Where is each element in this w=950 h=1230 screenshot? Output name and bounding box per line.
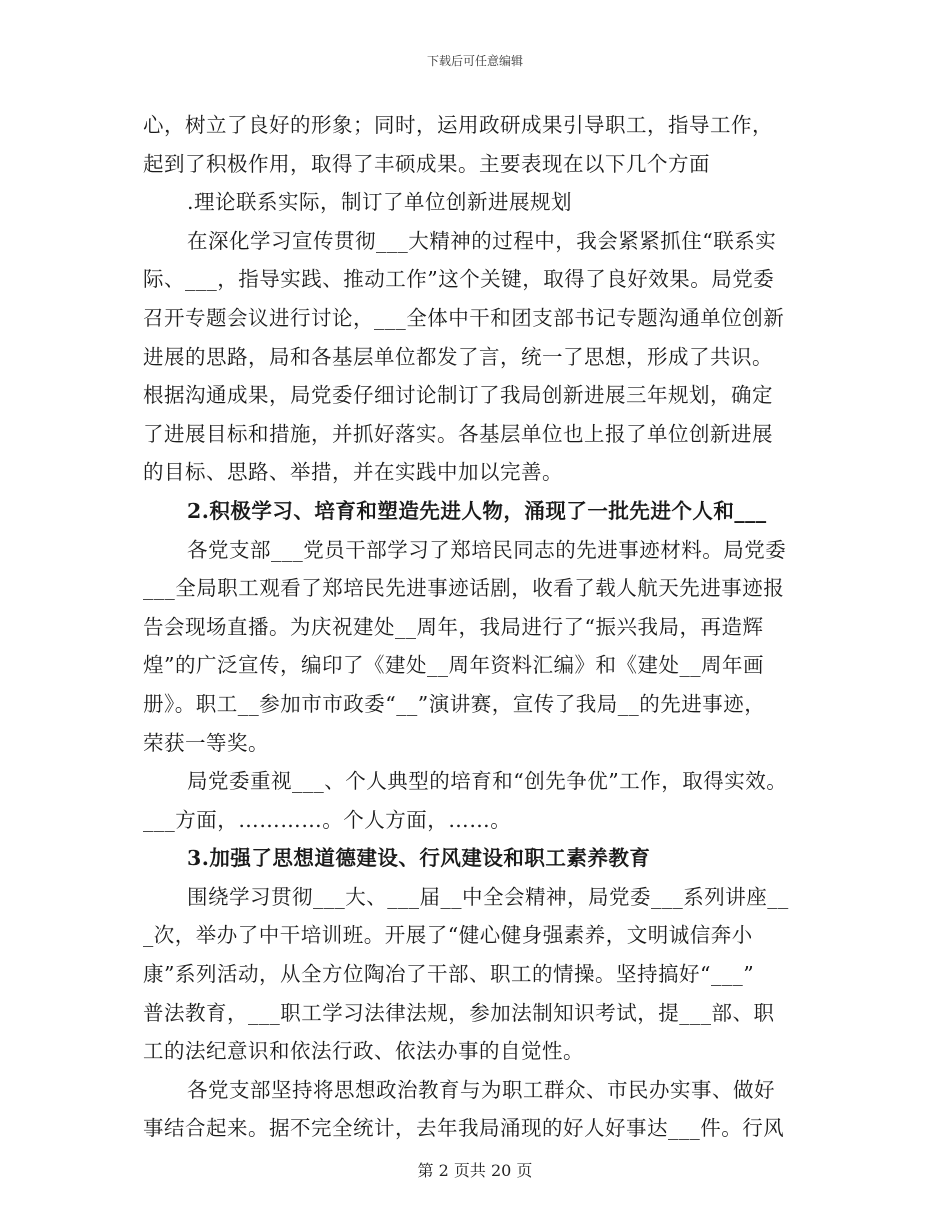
text-line: 事结合起来。据不完全统计，去年我局涌现的好人好事达___件。行风 <box>143 1116 785 1141</box>
text-line: 召开专题会议进行讨论，___全体中干和团支部书记专题沟通单位创新 <box>143 305 785 330</box>
text-line: 册》。职工__参加市市政委“__”演讲赛，宣传了我局__的先进事迹， <box>143 691 766 716</box>
text-line: 局党委重视___、个人典型的培育和“创先争优”工作，取得实效。 <box>187 769 788 794</box>
text-line: 的目标、思路、举措，并在实践中加以完善。 <box>143 460 563 485</box>
text-line: 起到了积极作用，取得了丰硕成果。主要表现在以下几个方面 <box>143 151 710 176</box>
document-body <box>143 106 833 1148</box>
text-line: 根据沟通成果，局党委仔细讨论制订了我局创新进展三年规划，确定 <box>143 383 773 408</box>
text-line: 康”系列活动，从全方位陶冶了干部、职工的情操。坚持搞好“___” <box>143 962 755 987</box>
text-line: .理论联系实际，制订了单位创新进展规划 <box>187 190 573 215</box>
text-line: 各党支部___党员干部学习了郑培民同志的先进事迹材料。局党委 <box>187 537 787 562</box>
text-line: 际、___，指导实践、推动工作”这个关键，取得了良好效果。局党委 <box>143 267 775 292</box>
section-heading-line: 3.加强了思想道德建设、行风建设和职工素养教育 <box>187 846 651 871</box>
text-line: 围绕学习贯彻___大、___届__中全会精神，局党委___系列讲座__ <box>187 884 789 909</box>
text-line: _次，举办了中干培训班。开展了“健心健身强素养，文明诚信奔小 <box>143 923 753 948</box>
text-line: 工的法纪意识和依法行政、依法办事的自觉性。 <box>143 1039 584 1064</box>
text-line: 心，树立了良好的形象；同时，运用政研成果引导职工，指导工作， <box>143 113 773 137</box>
section-heading-line: 2.积极学习、培育和塑造先进人物，涌现了一批先进个人和___ <box>187 498 767 523</box>
text-line: 了进展目标和措施，并抓好落实。各基层单位也上报了单位创新进展 <box>143 421 773 446</box>
text-line: 进展的思路，局和各基层单位都发了言，统一了思想，形成了共识。 <box>143 344 773 369</box>
page-footer: 第 2 页共 20 页 <box>417 1161 533 1180</box>
text-line: 各党支部坚持将思想政治教育与为职工群众、市民办实事、做好 <box>187 1077 775 1102</box>
page-header: 下载后可任意编辑 <box>426 54 523 68</box>
text-line: 荣获一等奖。 <box>143 730 269 755</box>
text-line: ___方面，…………。个人方面，……。 <box>143 807 512 832</box>
text-line: 告会现场直播。为庆祝建处__周年，我局进行了“振兴我局，再造辉 <box>143 614 764 639</box>
text-line: ___全局职工观看了郑培民先进事迹话剧，收看了载人航天先进事迹报 <box>143 576 785 601</box>
text-line: 普法教育，___职工学习法律法规，参加法制知识考试，提___部、职 <box>143 1000 775 1025</box>
text-line: 煌”的广泛宣传，编印了《建处__周年资料汇编》和《建处__周年画 <box>143 653 764 678</box>
text-line: 在深化学习宣传贯彻___大精神的过程中，我会紧紧抓住“联系实 <box>187 228 777 253</box>
